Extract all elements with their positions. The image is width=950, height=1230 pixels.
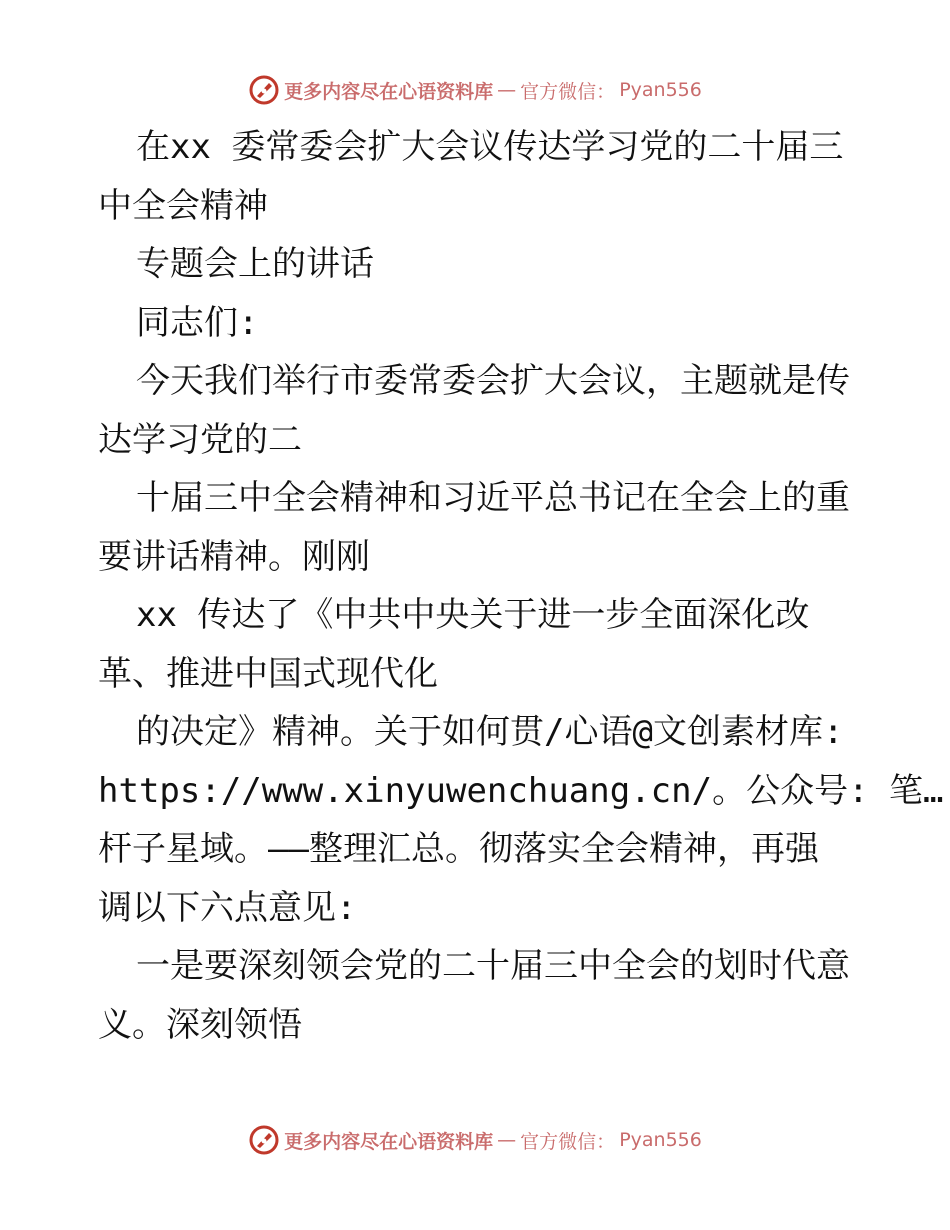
text-line: 的决定》精神。关于如何贯/心语@文创素材库: <box>136 712 844 752</box>
watermark-label: 官方微信： <box>520 80 616 103</box>
watermark-separator: — <box>497 79 517 101</box>
text-line: 一是要深刻领会党的二十届三中全会的划时代意 <box>136 946 850 986</box>
text-line: 专题会上的讲话 <box>136 244 374 284</box>
watermark-separator: — <box>497 1129 517 1151</box>
text-line: 要讲话精神。刚刚 <box>98 536 370 577</box>
text-line: 十届三中全会精神和习近平总书记在全会上的重 <box>136 478 850 518</box>
text-line: 调以下六点意见: <box>98 887 357 928</box>
watermark-wechat-id: Pyan556 <box>619 79 702 101</box>
watermark-brand: 更多内容尽在心语资料库 <box>284 1130 494 1153</box>
footer-watermark <box>0 1120 950 1160</box>
text-line: 革、推进中国式现代化 <box>98 653 438 694</box>
text-line: 杆子星域。——整理汇总。彻落实全会精神，再强 <box>98 829 819 869</box>
watermark-label: 官方微信： <box>520 1130 616 1153</box>
text-line: 中全会精神 <box>98 185 268 226</box>
header-watermark <box>0 70 950 110</box>
text-line: 今天我们举行市委常委会扩大会议，主题就是传 <box>136 361 850 401</box>
text-line: 同志们: <box>136 302 259 343</box>
text-line: xx 传达了《中共中央关于进一步全面深化改 <box>136 595 810 635</box>
text-line: 在xx 委常委会扩大会议传达学习党的二十届三 <box>136 127 844 167</box>
text-line: https://www.xinyuwenchuang.cn/。公众号: 笔… <box>98 770 944 811</box>
text-line: 达学习党的二 <box>98 419 302 460</box>
red-quill-seal-icon <box>248 1124 280 1156</box>
watermark-brand: 更多内容尽在心语资料库 <box>284 80 494 103</box>
red-quill-seal-icon <box>248 74 280 106</box>
text-line: 义。深刻领悟 <box>98 1004 302 1045</box>
watermark-wechat-id: Pyan556 <box>619 1129 702 1151</box>
document-body <box>98 118 944 1054</box>
